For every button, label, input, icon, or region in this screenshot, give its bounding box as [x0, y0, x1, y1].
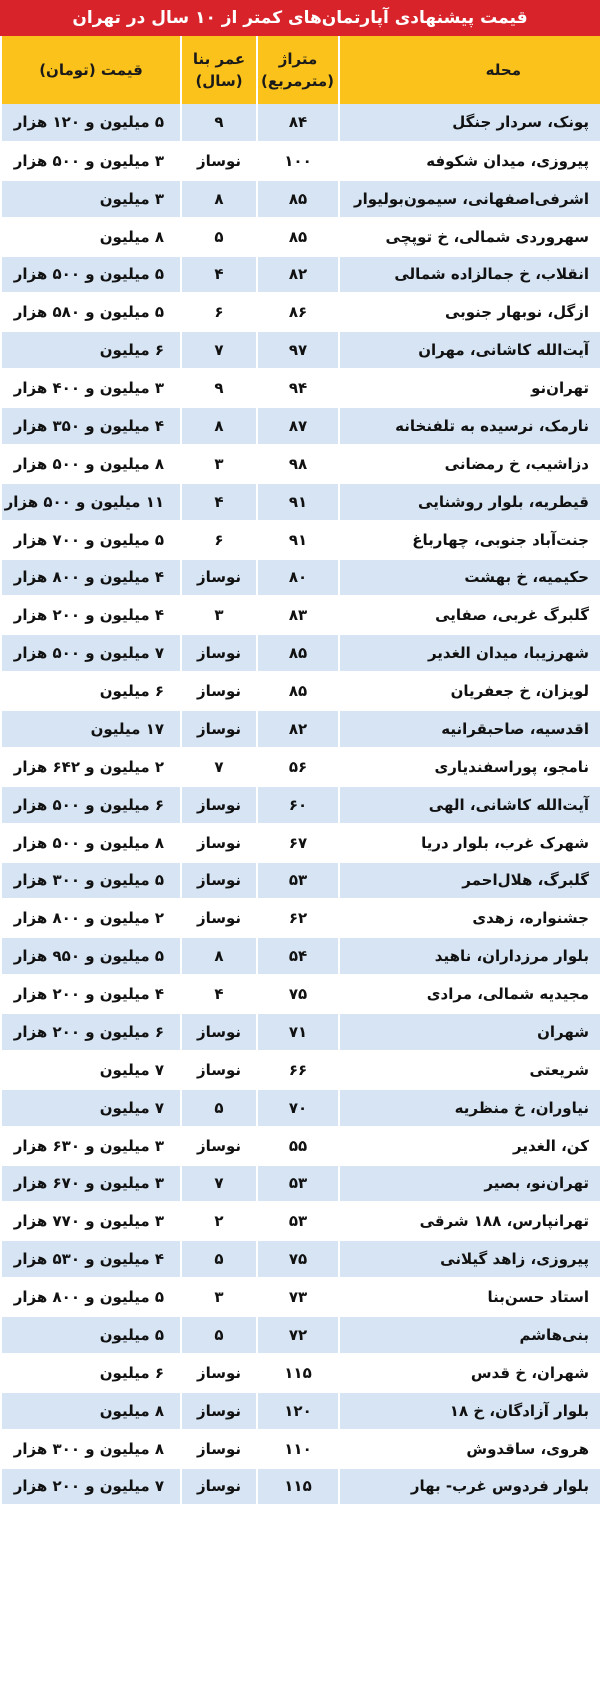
table-row — [1, 786, 600, 824]
cell-area: ۵۳ — [257, 862, 339, 900]
cell-price: ۸ میلیون و ۳۰۰ هزار — [1, 1430, 181, 1468]
cell-age: نوساز — [181, 672, 257, 710]
cell-location: استاد حسن‌بنا — [339, 1278, 600, 1316]
cell-price: ۴ میلیون و ۵۳۰ هزار — [1, 1240, 181, 1278]
cell-location: اشرفی‌اصفهانی، سیمون‌بولیوار — [339, 180, 600, 218]
cell-location: پیروزی، زاهد گیلانی — [339, 1240, 600, 1278]
cell-area: ۸۲ — [257, 256, 339, 294]
cell-price: ۷ میلیون و ۲۰۰ هزار — [1, 1468, 181, 1506]
cell-area: ۸۵ — [257, 672, 339, 710]
cell-area: ۵۳ — [257, 1202, 339, 1240]
cell-area: ۶۶ — [257, 1051, 339, 1089]
cell-location: بنی‌هاشم — [339, 1316, 600, 1354]
cell-price: ۵ میلیون و ۹۵۰ هزار — [1, 937, 181, 975]
cell-area: ۹۱ — [257, 521, 339, 559]
cell-location: شهران، خ قدس — [339, 1354, 600, 1392]
table-row — [1, 1165, 600, 1203]
page-title: قیمت پیشنهادی آپارتمان‌های کمتر از ۱۰ سال در تهران — [0, 0, 600, 36]
cell-location: اقدسیه، صاحبقرانیه — [339, 710, 600, 748]
cell-location: سهروردی شمالی، خ توپچی — [339, 218, 600, 256]
cell-age: نوساز — [181, 710, 257, 748]
table-row — [1, 1430, 600, 1468]
cell-area: ۷۲ — [257, 1316, 339, 1354]
cell-area: ۵۶ — [257, 748, 339, 786]
cell-area: ۷۵ — [257, 975, 339, 1013]
table-row — [1, 445, 600, 483]
cell-price: ۴ میلیون و ۳۵۰ هزار — [1, 407, 181, 445]
cell-location: نیاوران، خ منظریه — [339, 1089, 600, 1127]
cell-location: بلوار فردوس غرب- بهار — [339, 1468, 600, 1506]
cell-age: ۵ — [181, 1316, 257, 1354]
table-row — [1, 748, 600, 786]
table-row — [1, 1089, 600, 1127]
header-area — [257, 36, 339, 104]
cell-age: ۸ — [181, 180, 257, 218]
cell-location: جنت‌آباد جنوبی، چهارباغ — [339, 521, 600, 559]
cell-age: ۲ — [181, 1202, 257, 1240]
cell-age: ۷ — [181, 748, 257, 786]
cell-age: ۳ — [181, 445, 257, 483]
cell-location: شریعتی — [339, 1051, 600, 1089]
cell-price: ۳ میلیون — [1, 180, 181, 218]
cell-price: ۵ میلیون — [1, 1316, 181, 1354]
table-row — [1, 672, 600, 710]
cell-price: ۶ میلیون و ۲۰۰ هزار — [1, 1013, 181, 1051]
cell-area: ۸۳ — [257, 596, 339, 634]
table-row — [1, 142, 600, 180]
cell-area: ۵۵ — [257, 1127, 339, 1165]
cell-price: ۸ میلیون و ۵۰۰ هزار — [1, 445, 181, 483]
cell-price: ۴ میلیون و ۲۰۰ هزار — [1, 975, 181, 1013]
cell-price: ۶ میلیون و ۵۰۰ هزار — [1, 786, 181, 824]
table-row — [1, 1354, 600, 1392]
cell-price: ۳ میلیون و ۴۰۰ هزار — [1, 369, 181, 407]
cell-location: حکیمیه، خ بهشت — [339, 559, 600, 597]
cell-location: تهرانپارس، ۱۸۸ شرقی — [339, 1202, 600, 1240]
cell-area: ۹۷ — [257, 331, 339, 369]
cell-location: شهران — [339, 1013, 600, 1051]
cell-area: ۱۱۵ — [257, 1354, 339, 1392]
table-row — [1, 899, 600, 937]
cell-price: ۱۱ میلیون و ۵۰۰ هزار — [1, 483, 181, 521]
table-row — [1, 1202, 600, 1240]
header-age-line2: (سال) — [195, 72, 243, 90]
cell-area: ۵۴ — [257, 937, 339, 975]
cell-age: ۸ — [181, 407, 257, 445]
cell-location: نارمک، نرسیده به تلفنخانه — [339, 407, 600, 445]
cell-area: ۱۰۰ — [257, 142, 339, 180]
cell-price: ۲ میلیون و ۸۰۰ هزار — [1, 899, 181, 937]
cell-age: نوساز — [181, 634, 257, 672]
cell-location: تهران‌نو، بصیر — [339, 1165, 600, 1203]
cell-area: ۷۰ — [257, 1089, 339, 1127]
table-row — [1, 1127, 600, 1165]
cell-location: لویزان، خ جعفریان — [339, 672, 600, 710]
header-area-line1: متراژ — [278, 50, 318, 68]
cell-area: ۸۵ — [257, 180, 339, 218]
cell-price: ۸ میلیون — [1, 1392, 181, 1430]
cell-area: ۹۱ — [257, 483, 339, 521]
cell-age: ۵ — [181, 218, 257, 256]
cell-price: ۵ میلیون و ۵۰۰ هزار — [1, 256, 181, 294]
cell-age: ۶ — [181, 293, 257, 331]
cell-age: نوساز — [181, 1354, 257, 1392]
table-row — [1, 293, 600, 331]
table-header-row — [1, 36, 600, 104]
table-row — [1, 634, 600, 672]
cell-age: نوساز — [181, 899, 257, 937]
cell-location: تهران‌نو — [339, 369, 600, 407]
cell-price: ۲ میلیون و ۶۴۲ هزار — [1, 748, 181, 786]
cell-location: بلوار مرزداران، ناهید — [339, 937, 600, 975]
cell-location: کن، الغدیر — [339, 1127, 600, 1165]
cell-area: ۶۷ — [257, 824, 339, 862]
cell-age: نوساز — [181, 1127, 257, 1165]
cell-price: ۳ میلیون و ۶۷۰ هزار — [1, 1165, 181, 1203]
cell-area: ۸۶ — [257, 293, 339, 331]
cell-area: ۸۵ — [257, 634, 339, 672]
cell-location: انقلاب، خ جمالزاده شمالی — [339, 256, 600, 294]
table-row — [1, 369, 600, 407]
cell-age: ۳ — [181, 596, 257, 634]
table-row — [1, 1316, 600, 1354]
cell-age: ۴ — [181, 975, 257, 1013]
price-table — [0, 36, 600, 1506]
table-row — [1, 104, 600, 142]
table-row — [1, 180, 600, 218]
cell-area: ۵۳ — [257, 1165, 339, 1203]
cell-price: ۶ میلیون — [1, 672, 181, 710]
cell-location: بلوار آزادگان، خ ۱۸ — [339, 1392, 600, 1430]
cell-location: پونک، سردار جنگل — [339, 104, 600, 142]
cell-location: گلبرگ، هلال‌احمر — [339, 862, 600, 900]
cell-location: مجیدیه شمالی، مرادی — [339, 975, 600, 1013]
cell-age: نوساز — [181, 1051, 257, 1089]
cell-age: ۳ — [181, 1278, 257, 1316]
cell-area: ۹۴ — [257, 369, 339, 407]
cell-age: نوساز — [181, 559, 257, 597]
table-row — [1, 256, 600, 294]
table-row — [1, 483, 600, 521]
cell-location: نامجو، پوراسفندیاری — [339, 748, 600, 786]
table-body — [1, 104, 600, 1505]
table-row — [1, 975, 600, 1013]
cell-age: نوساز — [181, 862, 257, 900]
cell-area: ۱۱۰ — [257, 1430, 339, 1468]
cell-age: ۸ — [181, 937, 257, 975]
cell-area: ۸۲ — [257, 710, 339, 748]
table-row — [1, 559, 600, 597]
cell-age: نوساز — [181, 1468, 257, 1506]
cell-price: ۸ میلیون — [1, 218, 181, 256]
cell-age: ۴ — [181, 483, 257, 521]
cell-area: ۷۱ — [257, 1013, 339, 1051]
cell-price: ۱۷ میلیون — [1, 710, 181, 748]
cell-area: ۶۲ — [257, 899, 339, 937]
table-row — [1, 1051, 600, 1089]
cell-price: ۵ میلیون و ۳۰۰ هزار — [1, 862, 181, 900]
cell-area: ۶۰ — [257, 786, 339, 824]
table-row — [1, 218, 600, 256]
cell-price: ۸ میلیون و ۵۰۰ هزار — [1, 824, 181, 862]
cell-price: ۷ میلیون — [1, 1089, 181, 1127]
header-location: محله — [339, 36, 600, 104]
cell-age: ۹ — [181, 369, 257, 407]
cell-location: جشنواره، زهدی — [339, 899, 600, 937]
cell-price: ۵ میلیون و ۷۰۰ هزار — [1, 521, 181, 559]
cell-price: ۴ میلیون و ۲۰۰ هزار — [1, 596, 181, 634]
cell-age: نوساز — [181, 1013, 257, 1051]
table-row — [1, 331, 600, 369]
cell-area: ۷۵ — [257, 1240, 339, 1278]
cell-age: ۵ — [181, 1240, 257, 1278]
cell-price: ۳ میلیون و ۵۰۰ هزار — [1, 142, 181, 180]
header-area-line2: (مترمربع) — [261, 72, 334, 90]
header-age-line1: عمر بنا — [192, 50, 246, 68]
cell-age: ۶ — [181, 521, 257, 559]
cell-location: شهرزیبا، میدان الغدیر — [339, 634, 600, 672]
cell-location: شهرک غرب، بلوار دریا — [339, 824, 600, 862]
cell-price: ۷ میلیون — [1, 1051, 181, 1089]
cell-age: نوساز — [181, 1392, 257, 1430]
cell-area: ۸۷ — [257, 407, 339, 445]
cell-age: نوساز — [181, 142, 257, 180]
cell-age: نوساز — [181, 824, 257, 862]
cell-location: دزاشیب، خ رمضانی — [339, 445, 600, 483]
table-row — [1, 407, 600, 445]
cell-location: ازگل، نوبهار جنوبی — [339, 293, 600, 331]
table-row — [1, 1013, 600, 1051]
header-price: قیمت (تومان) — [1, 36, 181, 104]
table-row — [1, 862, 600, 900]
cell-location: گلبرگ غربی، صفایی — [339, 596, 600, 634]
cell-price: ۳ میلیون و ۶۳۰ هزار — [1, 1127, 181, 1165]
cell-price: ۵ میلیون و ۸۰۰ هزار — [1, 1278, 181, 1316]
cell-area: ۱۱۵ — [257, 1468, 339, 1506]
cell-price: ۶ میلیون — [1, 1354, 181, 1392]
cell-price: ۳ میلیون و ۷۷۰ هزار — [1, 1202, 181, 1240]
cell-area: ۸۴ — [257, 104, 339, 142]
header-age — [181, 36, 257, 104]
table-row — [1, 1278, 600, 1316]
cell-area: ۷۳ — [257, 1278, 339, 1316]
table-row — [1, 596, 600, 634]
cell-price: ۷ میلیون و ۵۰۰ هزار — [1, 634, 181, 672]
cell-price: ۶ میلیون — [1, 331, 181, 369]
cell-age: نوساز — [181, 786, 257, 824]
cell-age: ۴ — [181, 256, 257, 294]
cell-price: ۵ میلیون و ۱۲۰ هزار — [1, 104, 181, 142]
cell-age: ۷ — [181, 1165, 257, 1203]
cell-age: ۵ — [181, 1089, 257, 1127]
cell-area: ۸۵ — [257, 218, 339, 256]
table-row — [1, 521, 600, 559]
table-row — [1, 1468, 600, 1506]
cell-location: هروی، ساقدوش — [339, 1430, 600, 1468]
table-row — [1, 710, 600, 748]
table-row — [1, 1240, 600, 1278]
cell-area: ۹۸ — [257, 445, 339, 483]
table-row — [1, 937, 600, 975]
cell-location: آیت‌الله کاشانی، مهران — [339, 331, 600, 369]
table-row — [1, 1392, 600, 1430]
cell-location: قیطریه، بلوار روشنایی — [339, 483, 600, 521]
cell-age: ۷ — [181, 331, 257, 369]
cell-age: ۹ — [181, 104, 257, 142]
cell-age: نوساز — [181, 1430, 257, 1468]
table-row — [1, 824, 600, 862]
cell-area: ۱۲۰ — [257, 1392, 339, 1430]
cell-location: پیروزی، میدان شکوفه — [339, 142, 600, 180]
cell-price: ۵ میلیون و ۵۸۰ هزار — [1, 293, 181, 331]
cell-area: ۸۰ — [257, 559, 339, 597]
cell-location: آیت‌الله کاشانی، الهی — [339, 786, 600, 824]
cell-price: ۴ میلیون و ۸۰۰ هزار — [1, 559, 181, 597]
